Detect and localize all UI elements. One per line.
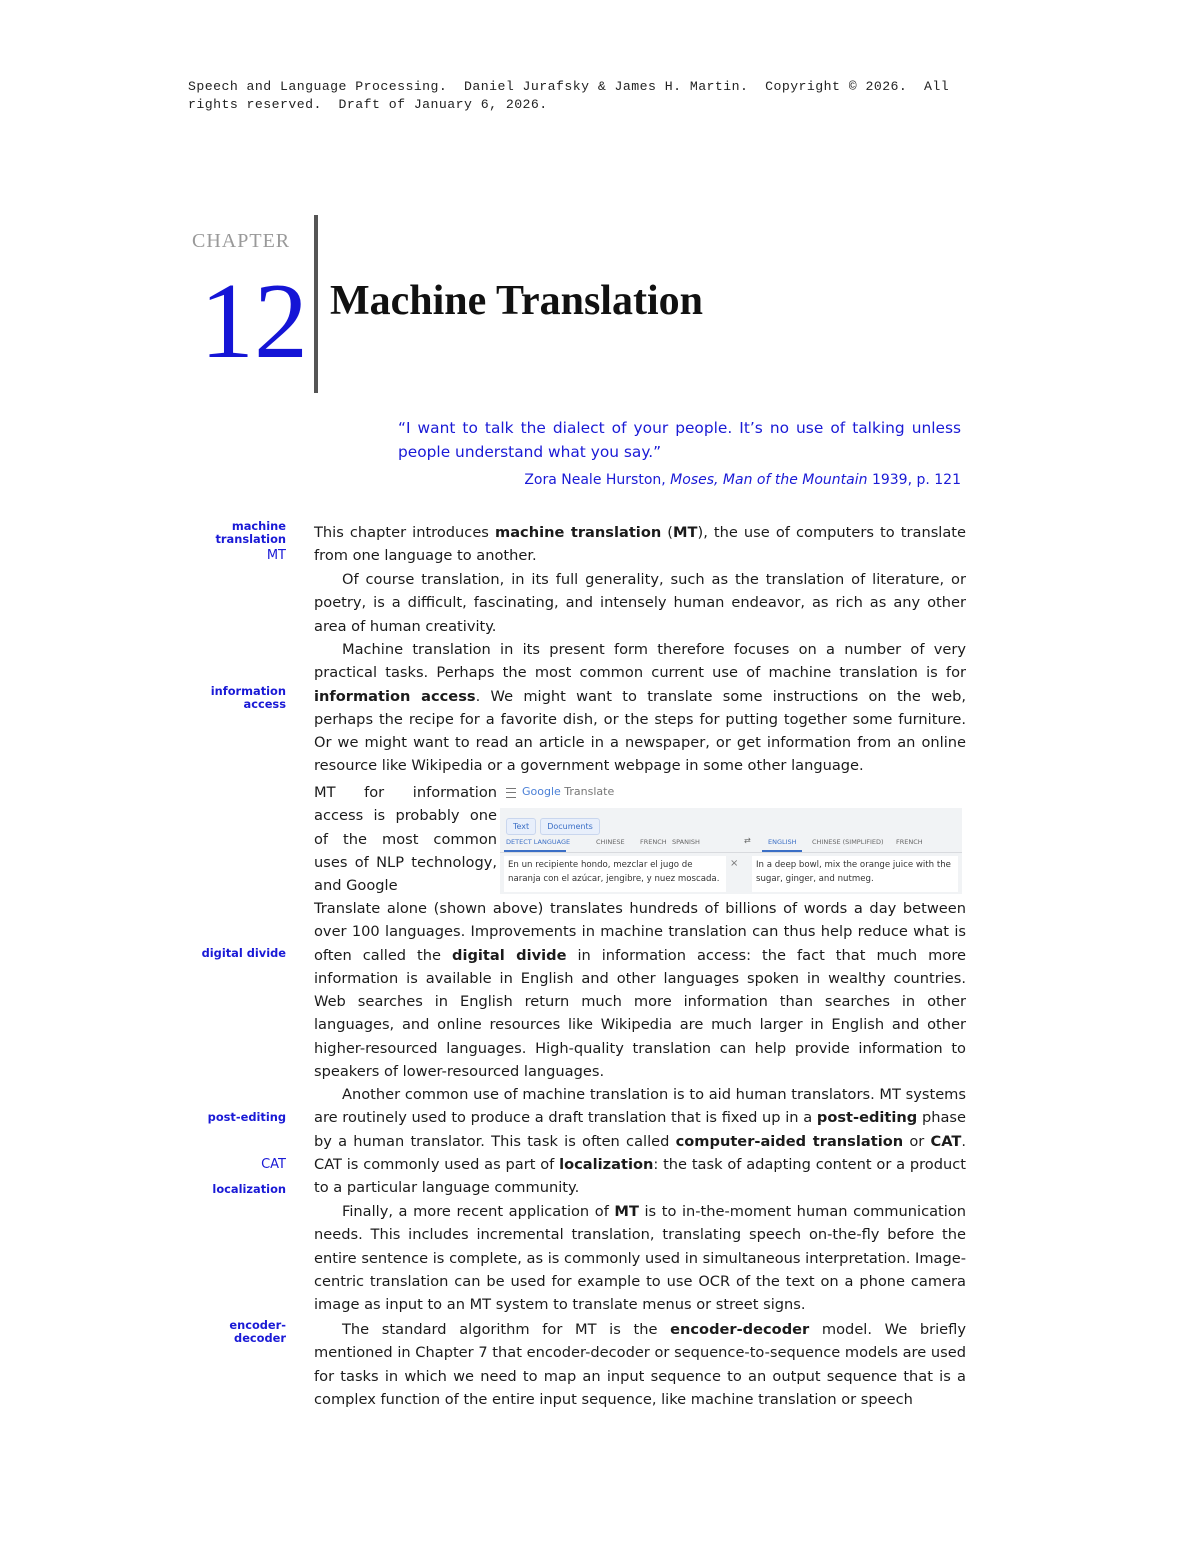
google-translate-logo <box>522 785 614 798</box>
tab-spanish: SPANISH <box>672 838 700 846</box>
text-span: model. We briefly mentioned in Chapter 7 that encoder-decoder or sequence-to-sequence models are used for tasks in which we need to map an input sequence to an output sequence that is a complex function of the entire input sequence, like machine translation or speech <box>314 1321 966 1408</box>
paragraph-encoder-decoder <box>314 1318 966 1411</box>
tab-chinese-simplified: CHINESE (SIMPLIFIED) <box>812 838 884 846</box>
term-digital-divide: digital divide <box>452 946 567 964</box>
tab-detect-language: DETECT LANGUAGE <box>506 838 571 846</box>
term-information-access: information access <box>314 687 476 705</box>
chapter-label: CHAPTER <box>192 230 291 252</box>
margin-note-mt: MT <box>266 548 286 563</box>
epigraph-year: 1939, p. 121 <box>871 472 961 488</box>
term-post-editing: post-editing <box>816 1109 918 1127</box>
term-mt: MT <box>673 524 698 541</box>
text-span: phase by a human translator. This task is often called <box>314 1109 966 1150</box>
text-span: or <box>903 1132 931 1150</box>
text-span: Finally, a more recent application of <box>342 1203 615 1220</box>
text-span: in information access: the fact that much more information is available in English and other languages spoken in wealthy countries. Web searches in English return much more information than searches in other languages, and online resources like Wikipedia are much larger in English and other higher-resourced languages. High-quality translation can help provide information to speakers of lower-resourced languages. <box>314 946 966 1081</box>
margin-note-cat: CAT <box>261 1157 286 1172</box>
margin-note-machine-translation: machine translation <box>215 519 286 546</box>
term-localization: localization <box>559 1155 654 1173</box>
figure-topbar <box>500 782 962 808</box>
term-cat: CAT <box>930 1132 962 1150</box>
figure-panel <box>500 808 962 894</box>
margin-note-digital-divide: digital divide <box>201 946 286 960</box>
paragraph-human-translators <box>314 1083 966 1199</box>
source-text-box: En un recipiente hondo, mezclar el jugo de naranja con el azúcar, jengibre, y nuez moscada. <box>504 856 726 892</box>
target-text-box: In a deep bowl, mix the orange juice with the sugar, ginger, and nutmeg. <box>752 856 958 892</box>
term-computer-aided-translation: computer-aided translation <box>675 1132 904 1150</box>
text-span: is to in-the-moment human communication needs. This includes incremental translation, translating speech on-the-fly before the entire sentence is complete, as is commonly used in simultaneous interpretation. Image-centric translation can be used for example to use OCR of the text on a phone camera image as input to an MT system to translate menus or street signs. <box>314 1203 966 1314</box>
text-span: . CAT is commonly used as part of <box>314 1132 966 1173</box>
text-span: . We might want to translate some instructions on the web, perhaps the recipe for a favorite dish, or the steps for putting together some furniture. Or we might want to read an article in a newspaper, or get information from an online resource like Wikipedia or a government webpage in some other language. <box>314 687 967 775</box>
term-mt: MT <box>614 1203 639 1220</box>
epigraph-author: Zora Neale Hurston, <box>524 472 666 488</box>
text-span: This chapter introduces <box>314 524 495 541</box>
epigraph-quote: “I want to talk the dialect of your people. It’s no use of talking unless people understand what you say.” <box>398 419 961 461</box>
epigraph-work: Moses, Man of the Mountain <box>670 472 868 488</box>
header-line-1: Speech and Language Processing. Daniel Jurafsky & James H. Martin. Copyright © 2026. All <box>188 79 950 94</box>
mode-buttons <box>506 814 604 830</box>
language-tabs <box>500 836 962 853</box>
tab-french-target: FRENCH <box>896 838 923 846</box>
term-encoder-decoder: encoder-decoder <box>670 1321 810 1338</box>
text-span: The standard algorithm for MT is the <box>342 1321 671 1338</box>
tab-french: FRENCH <box>640 838 667 846</box>
paragraph-wrap-column: MT for information access is probably one of the most common uses of NLP technology, and Google <box>314 784 497 895</box>
text-span: Machine translation in its present form therefore focuses on a number of very practical tasks. Perhaps the most common current use of machine translation is for <box>314 641 966 682</box>
margin-note-encoder-decoder: encoder-decoder <box>229 1318 286 1345</box>
epigraph-attribution <box>398 472 961 488</box>
chapter-number: 12 <box>200 262 308 381</box>
paragraph-digital-divide <box>314 897 966 1083</box>
paragraph-generality: Of course translation, in its full generality, such as the translation of literature, or poetry, is a difficult, fascinating, and intensely human endeavor, as rich as any other area of human creativity. <box>314 571 966 635</box>
logo-translate: Translate <box>564 785 615 798</box>
tab-english: ENGLISH <box>768 838 797 846</box>
menu-icon <box>506 788 516 798</box>
logo-google: Google <box>522 785 561 798</box>
header-line-2: rights reserved. Draft of January 6, 2026. <box>188 97 548 112</box>
chapter-divider <box>314 215 318 393</box>
swap-icon: ⇄ <box>744 836 751 845</box>
active-tab-underline-target <box>762 850 802 852</box>
margin-note-localization: localization <box>212 1182 286 1196</box>
paragraph-practical-tasks <box>314 638 966 778</box>
running-header <box>188 78 988 114</box>
paragraph-communication <box>314 1200 966 1316</box>
mode-documents-button: Documents <box>540 818 600 835</box>
google-translate-figure <box>500 782 962 894</box>
text-span: : the task of adapting content or a product to a particular language community. <box>314 1155 966 1197</box>
mode-text-button: Text <box>506 818 536 835</box>
chapter-title: Machine Translation <box>330 278 703 324</box>
text-span: ( <box>661 524 674 541</box>
text-span: ), the use of computers to translate from one language to another. <box>314 524 966 565</box>
tab-chinese: CHINESE <box>596 838 625 846</box>
term-machine-translation: machine translation <box>494 524 662 541</box>
active-tab-underline <box>504 850 566 852</box>
margin-note-post-editing: post-editing <box>207 1110 286 1124</box>
text-span: Translate alone (shown above) translates hundreds of billions of words a day between over 100 languages. Improvements in machine translation can thus help reduce what is often called the <box>314 900 966 964</box>
close-icon: × <box>730 858 739 869</box>
paragraph-intro <box>314 521 966 568</box>
margin-note-information-access: information access <box>210 684 286 711</box>
text-span: Another common use of machine translation is to aid human translators. MT systems are routinely used to produce a draft translation that is fixed up in a <box>314 1086 966 1127</box>
